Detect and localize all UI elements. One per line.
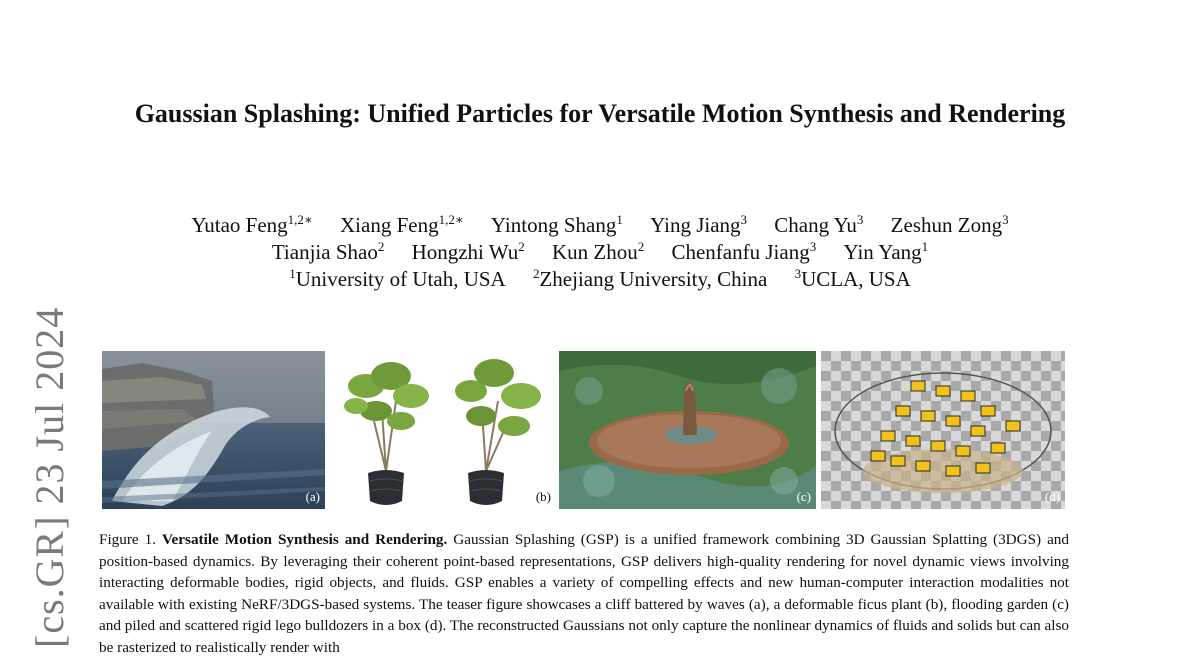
- affiliation: $^3$UCLA, USA: [794, 266, 911, 291]
- panel-label: (a): [305, 489, 320, 504]
- panel-label: (d): [1044, 489, 1060, 504]
- caption-text: Gaussian Splashing (GSP) is a unified framework combining 3D Gaussian Splatting (3DGS) and position-based dynamics. By leveraging their coherent point-based representations, GSP delivers high-quality rendering for novel dynamic views involving interacting deformable bodies, rigid objects, and fluids. GSP enables a variety of compelling effects and new human-computer interaction modalities not available with existing NeRF/3DGS-based systems. The teaser figure showcases a cliff battered by waves (a), a deformable ficus plant (b), flooding garden (c) and piled and scattered rigid lego bulldozers in a box (d). The reconstructed Gaussians not only capture the nonlinear dynamics of fluids and solids but can also be rasterized to realistically render with: [99, 531, 1069, 656]
- affiliation: $^1$University of Utah, USA: [289, 266, 506, 291]
- plant-left: [344, 362, 429, 505]
- ficus-plant-image: [336, 351, 556, 509]
- author: Yintong Shang$^1$: [490, 212, 623, 237]
- author: Kun Zhou$^2$: [551, 239, 645, 264]
- author-list-row2: [60, 239, 1140, 266]
- author: Yutao Feng$^{1,2∗}$: [191, 212, 313, 237]
- panel-label: (c): [796, 489, 811, 504]
- arxiv-stamp: [cs.GR] 23 Jul 2024: [27, 306, 72, 648]
- affiliation: $^2$Zhejiang University, China: [532, 266, 768, 291]
- flooding-garden-image: [559, 351, 816, 509]
- author: Xiang Feng$^{1,2∗}$: [340, 212, 464, 237]
- panel-label: (b): [535, 489, 551, 504]
- author: Yin Yang$^1$: [843, 239, 929, 264]
- figure-panel-a: [102, 351, 325, 509]
- figure-caption: [99, 529, 1069, 659]
- author: Chenfanfu Jiang$^3$: [671, 239, 817, 264]
- caption-bold: Versatile Motion Synthesis and Rendering.: [161, 531, 448, 548]
- lego-bulldozers-image: [821, 351, 1065, 509]
- paper-title: Gaussian Splashing: Unified Particles for Versatile Motion Synthesis and Rendering: [134, 99, 1066, 128]
- figure-panel-d: [821, 351, 1065, 509]
- author-list-row1: [60, 212, 1140, 239]
- figure-panel-c: [559, 351, 816, 509]
- plant-right: [455, 359, 541, 505]
- author: Hongzhi Wu$^2$: [411, 239, 525, 264]
- affiliations: [60, 266, 1140, 293]
- caption-prefix: Figure 1.: [99, 531, 157, 548]
- figure-panel-b: [336, 351, 556, 509]
- author: Tianjia Shao$^2$: [271, 239, 385, 264]
- author: Chang Yu$^3$: [774, 212, 864, 237]
- cliff-wave-image: [102, 351, 325, 509]
- author: Ying Jiang$^3$: [650, 212, 748, 237]
- author: Zeshun Zong$^3$: [890, 212, 1009, 237]
